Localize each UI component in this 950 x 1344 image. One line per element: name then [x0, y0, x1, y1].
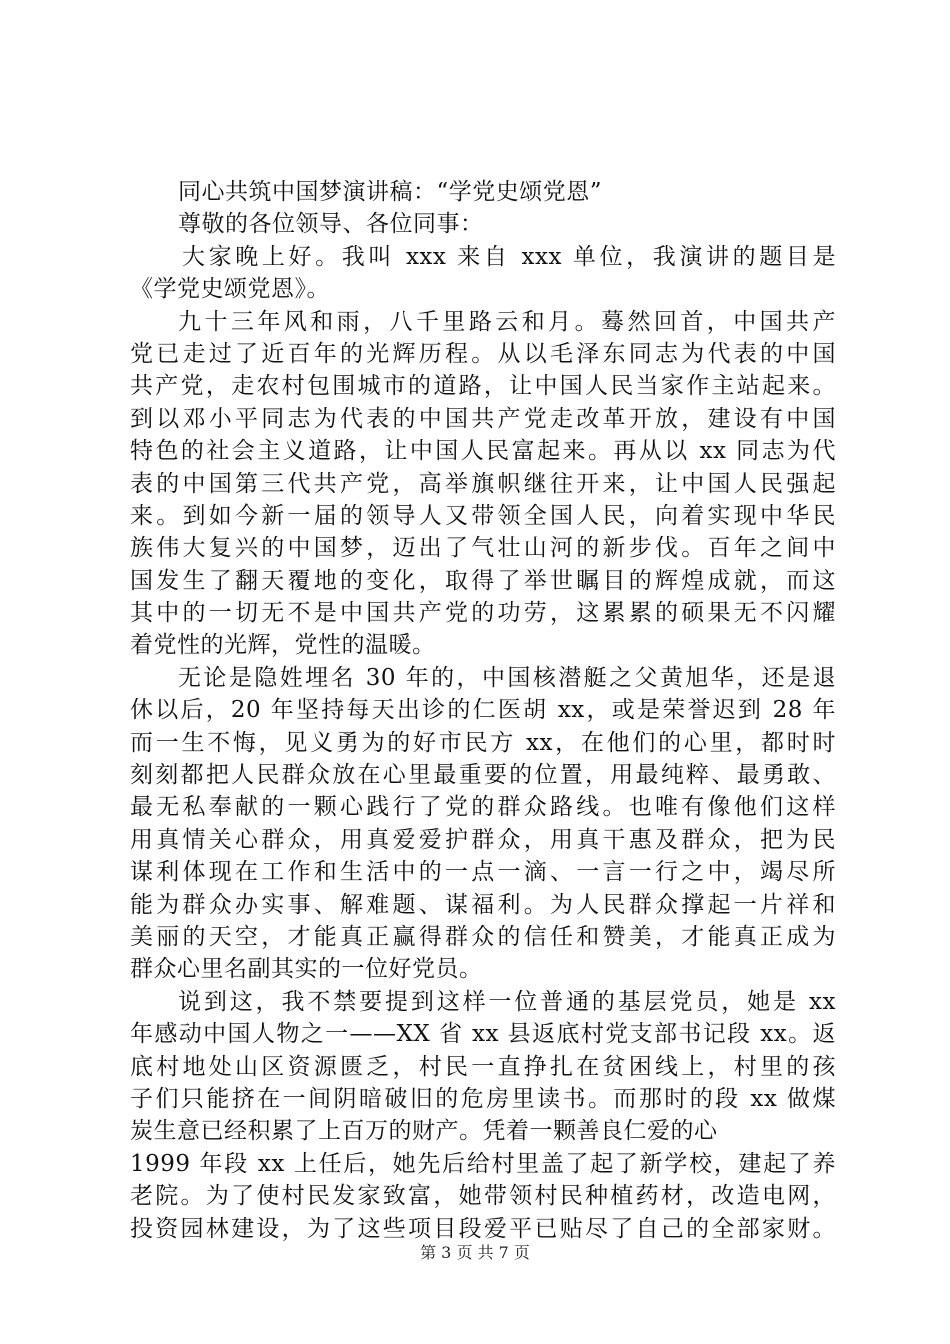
paragraph-line: 群众心里名副其实的一位好党员。 [130, 956, 483, 983]
paragraph-line: 子们只能挤在一间阴暗破旧的危房里读书。而那时的段 xx 做煤 [130, 1085, 836, 1112]
paragraph-line: 说到这，我不禁要提到这样一位普通的基层党员，她是 xx [178, 988, 836, 1015]
paragraph-line: 特色的社会主义道路，让中国人民富起来。再从以 xx 同志为代 [130, 438, 836, 465]
paragraph-line: 九十三年风和雨，八千里路云和月。蓦然回首，中国共产 [178, 308, 836, 335]
paragraph-line: 着党性的光辉，党性的温暖。 [130, 632, 436, 659]
paragraph-line: 能为群众办实事、解难题、谋福利。为人民群众撑起一片祥和 [130, 891, 836, 918]
paragraph-line: 到以邓小平同志为代表的中国共产党走改革开放，建设有中国 [130, 405, 836, 432]
paragraph-line: 国发生了翻天覆地的变化，取得了举世瞩目的辉煌成就，而这 [130, 567, 836, 594]
paragraph-line: 谋利体现在工作和生活中的一点一滴、一言一行之中，竭尽所 [130, 859, 836, 886]
paragraph-line: 来。到如今新一届的领导人又带领全国人民，向着实现中华民 [130, 502, 836, 529]
greeting-line: 大家晚上好。我叫 xxx 来自 xxx 单位，我演讲的题目是 [182, 243, 836, 270]
salutation: 尊敬的各位领导、各位同事： [178, 211, 484, 238]
paragraph-line: 党已走过了近百年的光辉历程。从以毛泽东同志为代表的中国 [130, 340, 836, 367]
speech-body [130, 176, 836, 1245]
paragraph-line: 最无私奉献的一颗心践行了党的群众路线。也唯有像他们这样 [130, 794, 836, 821]
paragraph-line: 美丽的天空，才能真正赢得群众的信任和赞美，才能真正成为 [130, 923, 836, 950]
paragraph-line: 老院。为了使村民发家致富，她带领村民种植药材，改造电网， [130, 1183, 836, 1210]
paragraph-line: 其中的一切无不是中国共产党的功劳，这累累的硕果无不闪耀 [130, 600, 836, 627]
paragraph-line: 表的中国第三代共产党，高举旗帜继往开来，让中国人民强起 [130, 470, 836, 497]
paragraph-line: 1999 年段 xx 上任后，她先后给村里盖了起了新学校，建起了养 [130, 1150, 836, 1177]
greeting-line: 《学党史颂党恩》。 [130, 276, 330, 303]
paragraph-line: 族伟大复兴的中国梦，迈出了气壮山河的新步伐。百年之间中 [130, 535, 836, 562]
paragraph-line: 休以后，20 年坚持每天出诊的仁医胡 xx，或是荣誉迟到 28 年 [130, 697, 836, 724]
paragraph-line: 年感动中国人物之一——XX 省 xx 县返底村党支部书记段 xx。返 [130, 1021, 836, 1048]
paragraph-line: 炭生意已经积累了上百万的财产。凭着一颗善良仁爱的心 [130, 1118, 718, 1145]
paragraph-line: 无论是隐姓埋名 30 年的，中国核潜艇之父黄旭华，还是退 [178, 664, 836, 691]
paragraph-line: 用真情关心群众，用真爱爱护群众，用真干惠及群众，把为民 [130, 826, 836, 853]
paragraph-line: 投资园林建设，为了这些项目段爱平已贴尽了自己的全部家财。 [130, 1215, 836, 1242]
paragraph-line: 而一生不悔，见义勇为的好市民方 xx，在他们的心里，都时时 [130, 729, 836, 756]
paragraph-line: 共产党，走农村包围城市的道路，让中国人民当家作主站起来。 [130, 373, 836, 400]
speech-title: 同心共筑中国梦演讲稿：“学党史颂党恩” [178, 179, 603, 205]
paragraph-line: 底村地处山区资源匮乏，村民一直挣扎在贫困线上，村里的孩 [130, 1053, 836, 1080]
paragraph-line: 刻刻都把人民群众放在心里最重要的位置，用最纯粹、最勇敢、 [130, 762, 836, 789]
page-number: 第 3 页 共 7 页 [420, 1243, 530, 1262]
